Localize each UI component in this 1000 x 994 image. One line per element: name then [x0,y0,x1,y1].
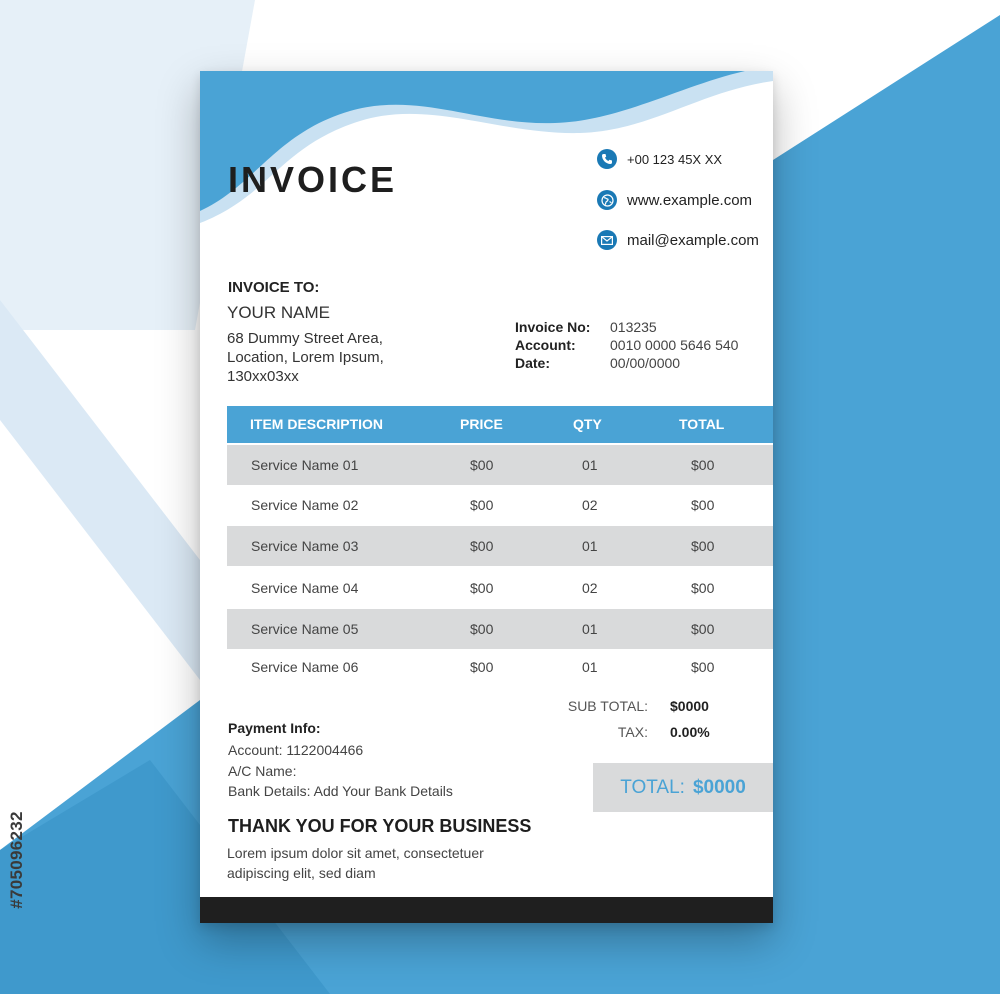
payment-line: Bank Details: Add Your Bank Details [228,783,453,799]
payment-info [228,740,453,802]
contact-phone [597,149,722,169]
header-total: TOTAL [679,416,725,432]
item-description: Service Name 03 [251,538,359,554]
invoice-meta [515,318,738,372]
grand-total-box [593,763,773,812]
globe-icon [597,190,617,210]
item-qty: 02 [582,580,598,596]
item-qty: 01 [582,621,598,637]
item-total: $00 [691,580,715,596]
header-item-description: ITEM DESCRIPTION [250,416,384,432]
meta-label: Account: [515,337,576,353]
table-row [227,445,773,485]
table-row [227,485,773,525]
thank-you-line: Lorem ipsum dolor sit amet, consectetuer [227,845,484,861]
payment-line: Account: 1122004466 [228,742,364,758]
stock-id-text: #705096232 [7,811,26,909]
phone-text: +00 123 45X XX [627,151,723,167]
subtotal-row [558,698,709,714]
invoice-page [200,71,773,923]
contact-website [597,190,752,210]
item-price: $00 [470,538,494,554]
item-description: Service Name 02 [251,497,359,513]
thank-you-title: THANK YOU FOR YOUR BUSINESS [228,816,532,836]
items-table-header [227,406,773,443]
item-total: $00 [691,538,715,554]
address-line: 68 Dummy Street Area, [227,330,383,347]
address-line: Location, Lorem Ipsum, [227,349,384,366]
item-qty: 01 [582,659,598,675]
item-price: $00 [470,497,494,513]
subtotal-value: $0000 [670,698,709,714]
tax-label: TAX: [617,724,648,740]
meta-value: 0010 0000 5646 540 [610,337,739,353]
payment-info-title: Payment Info: [228,720,321,736]
invoice-title: INVOICE [228,159,398,200]
invoice-to-label: INVOICE TO: [228,279,320,296]
stock-id-watermark [6,755,28,965]
website-text: www.example.com [627,191,753,209]
item-qty: 01 [582,457,598,473]
meta-value: 013235 [610,319,657,335]
header-qty: QTY [573,416,602,432]
item-description: Service Name 06 [251,659,359,675]
total-label: TOTAL: [620,776,685,798]
tax-row [558,724,710,740]
meta-date [515,354,738,372]
item-total: $00 [691,621,715,637]
header-price: PRICE [460,416,503,432]
total-value: $0000 [692,776,746,798]
item-total: $00 [691,659,715,675]
tax-value: 0.00% [670,724,710,740]
payment-line: A/C Name: [228,762,297,779]
item-price: $00 [470,659,494,675]
meta-label: Date: [515,355,551,371]
email-text: mail@example.com [627,231,759,249]
item-price: $00 [470,621,494,637]
meta-account [515,336,738,354]
meta-label: Invoice No: [515,319,591,335]
item-total: $00 [691,457,715,473]
phone-icon [597,149,617,169]
address-line: 130xx03xx [227,368,299,385]
item-qty: 02 [582,497,598,513]
table-row [227,526,773,566]
table-row [227,609,773,649]
item-description: Service Name 05 [251,621,359,637]
item-description: Service Name 01 [251,457,359,473]
meta-invoice-no [515,318,738,336]
contact-email [597,230,759,250]
item-price: $00 [470,457,494,473]
item-price: $00 [470,580,494,596]
mail-icon [597,230,617,250]
table-row [227,568,773,608]
subtotal-label: SUB TOTAL: [567,698,648,714]
customer-name: YOUR NAME [227,303,330,322]
item-total: $00 [691,497,715,513]
customer-address [227,329,384,386]
item-qty: 01 [582,538,598,554]
footer-bar [200,897,773,923]
table-row [227,647,773,687]
thank-you-line: adipiscing elit, sed diam [227,865,376,881]
meta-value: 00/00/0000 [610,355,681,371]
thank-you-text [227,843,567,883]
item-description: Service Name 04 [251,580,359,596]
